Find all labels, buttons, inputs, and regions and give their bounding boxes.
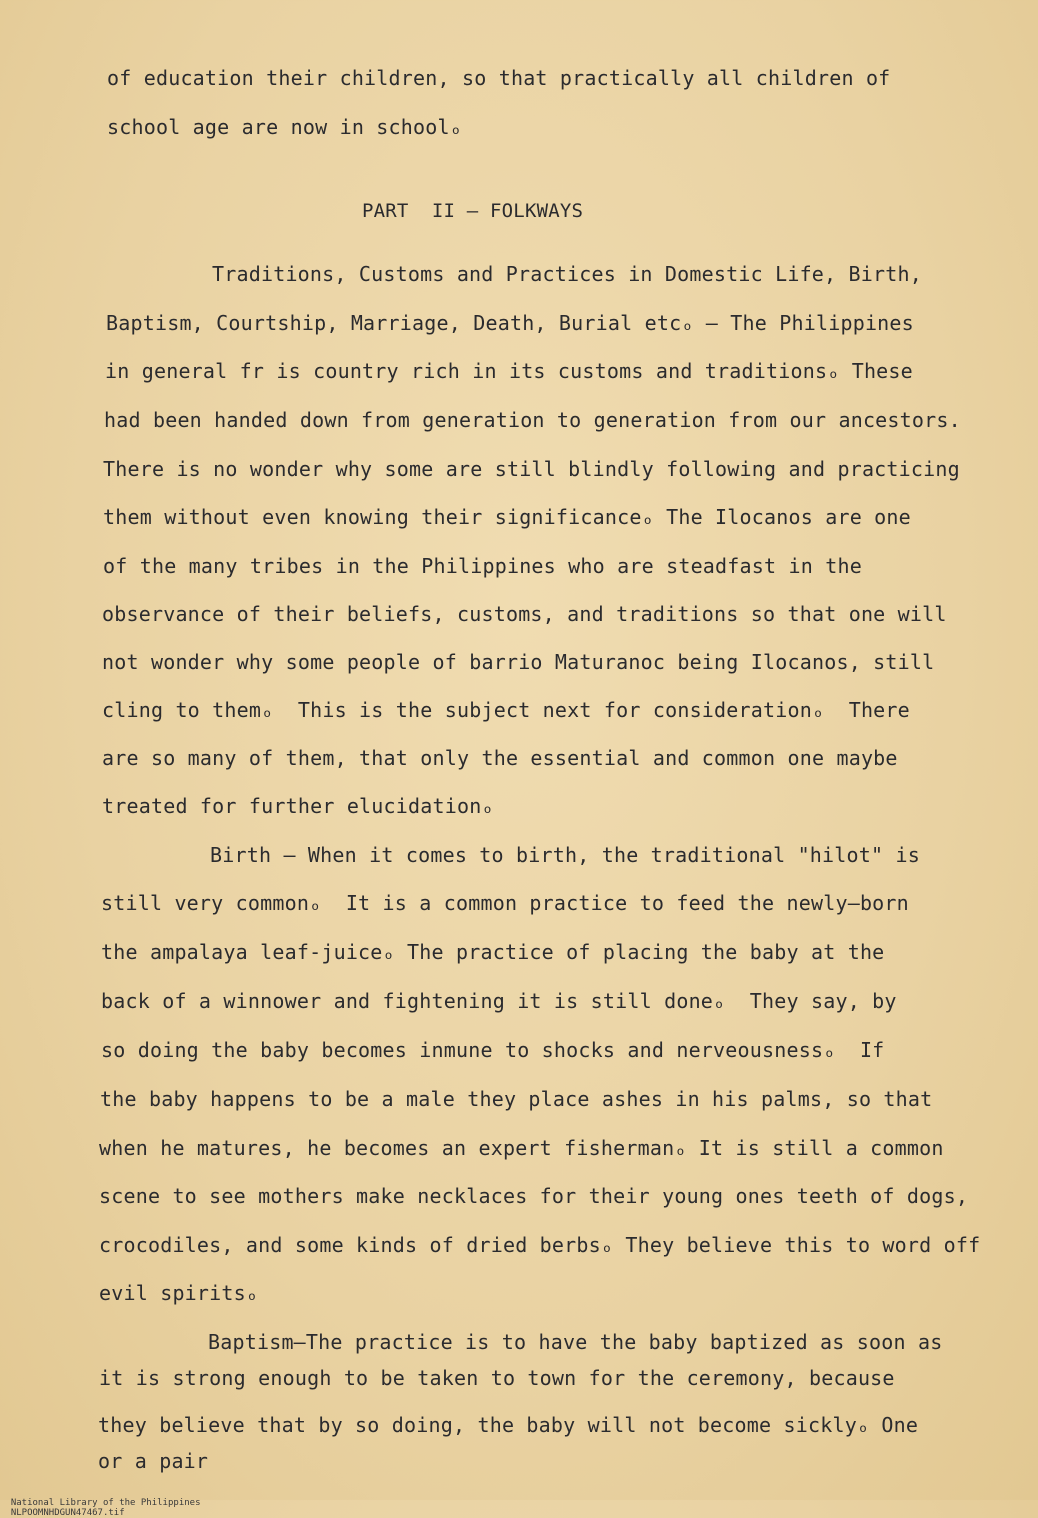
baptism-line: or a pair xyxy=(98,1449,209,1473)
library-credit: National Library of the Philippines xyxy=(10,1498,201,1508)
traditions-line: observance of their beliefs, customs, and traditions so that one will xyxy=(102,602,947,626)
traditions-line: There is no wonder why some are still blindly following and practicing xyxy=(103,457,960,481)
birth-line: still very commonₒ It is a common practice to feed the newly–born xyxy=(101,891,909,915)
birth-line: the ampalaya leaf-juiceₒ The practice of placing the baby at the xyxy=(101,940,885,964)
birth-line: evil spiritsₒ xyxy=(99,1281,259,1305)
traditions-line: are so many of them, that only the essential and common one maybe xyxy=(102,746,898,770)
intro-line: of education their children, so that practically all children of xyxy=(107,66,891,90)
traditions-line: treated for further elucidationₒ xyxy=(102,794,494,818)
traditions-line: in general fr is country rich in its customs and traditionsₒ These xyxy=(105,359,913,383)
traditions-line: Traditions, Customs and Practices in Domestic Life, Birth, xyxy=(212,262,922,286)
traditions-line: of the many tribes in the Philippines who are steadfast in the xyxy=(103,554,862,578)
traditions-line: Baptism, Courtship, Marriage, Death, Burial etcₒ – The Philippines xyxy=(106,311,914,335)
baptism-line: Baptism–The practice is to have the baby baptized as soon as xyxy=(208,1330,943,1354)
baptism-line: they believe that by so doing, the baby will not become sicklyₒ One xyxy=(98,1413,919,1437)
birth-line: scene to see mothers make necklaces for their young ones teeth of dogs, xyxy=(99,1184,969,1208)
traditions-line: cling to themₒ This is the subject next for considerationₒ There xyxy=(102,698,910,722)
birth-line: back of a winnower and fightening it is still doneₒ They say, by xyxy=(101,989,897,1013)
birth-line: so doing the baby becomes inmune to shocks and nerveousnessₒ If xyxy=(101,1038,885,1062)
birth-line: crocodiles, and some kinds of dried berbsₒ They believe this to word off xyxy=(99,1233,981,1257)
traditions-line: had been handed down from generation to generation from our ancestors. xyxy=(104,408,961,432)
traditions-line: not wonder why some people of barrio Maturanoc being Ilocanos, still xyxy=(102,650,935,674)
traditions-line: them without even knowing their significanceₒ The Ilocanos are one xyxy=(103,505,911,529)
section-heading: PART II – FOLKWAYS xyxy=(362,200,584,222)
intro-line: school age are now in schoolₒ xyxy=(107,115,462,139)
scan-footer xyxy=(0,1488,223,1518)
scan-filename: NLPOOMNHDGUN47467.tif xyxy=(10,1508,125,1518)
birth-line: Birth – When it comes to birth, the traditional "hilot" is xyxy=(210,843,920,867)
birth-line: the baby happens to be a male they place ashes in his palms, so that xyxy=(100,1087,933,1111)
birth-line: when he matures, he becomes an expert fishermanₒ It is still a common xyxy=(99,1136,944,1160)
baptism-line: it is strong enough to be taken to town for the ceremony, because xyxy=(99,1366,895,1390)
